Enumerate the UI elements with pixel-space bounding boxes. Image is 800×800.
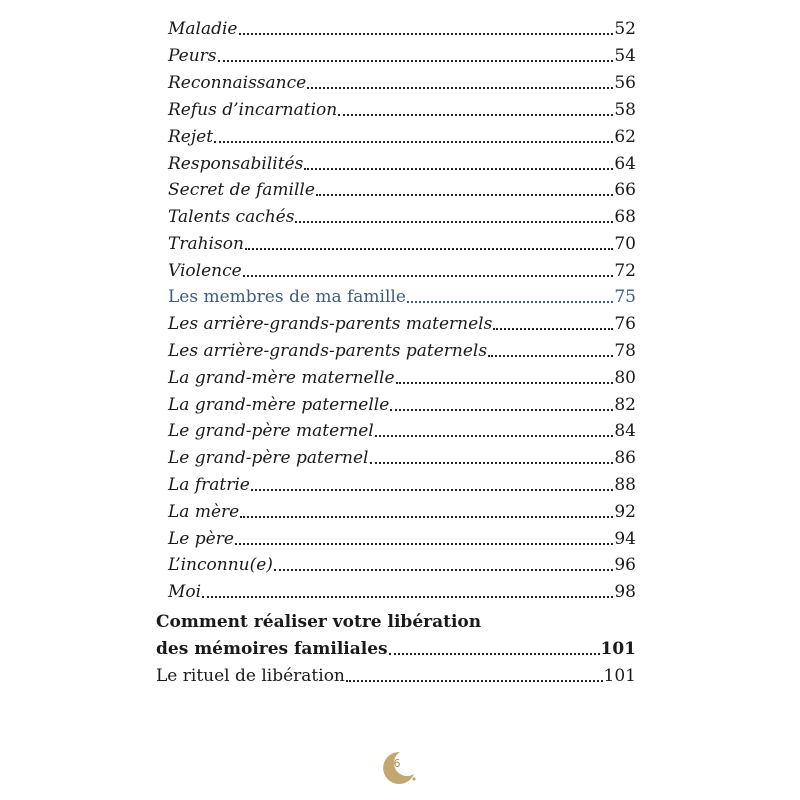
toc-entry-page: 64	[614, 154, 636, 174]
toc-entry-member	[168, 529, 636, 549]
dot-leader	[389, 653, 600, 655]
toc-entry-page: 96	[614, 555, 636, 575]
toc-chapter-page: 101	[600, 639, 636, 659]
toc-section-label: Les membres de ma famille	[168, 287, 406, 307]
toc-entry-page: 58	[614, 100, 636, 120]
toc-section-page: 75	[614, 287, 636, 307]
toc-entry-member	[168, 502, 636, 522]
toc-entry-page: 94	[614, 529, 636, 549]
toc-entry-page: 62	[614, 127, 636, 147]
toc-entry-page: 72	[614, 261, 636, 281]
dot-leader	[240, 516, 613, 518]
dot-leader	[493, 328, 613, 330]
toc-entry-label: Peurs	[168, 46, 217, 66]
toc-entry-page: 66	[614, 180, 636, 200]
toc-chapter-entry	[156, 639, 636, 659]
toc-entry-refus	[168, 100, 636, 120]
toc-entry-label: L’inconnu(e)	[168, 555, 273, 575]
toc-entry-member	[168, 314, 636, 334]
toc-entry-label: Le grand-père maternel	[168, 421, 374, 441]
toc-entry-member	[168, 368, 636, 388]
dot-leader	[251, 489, 614, 491]
dot-leader	[239, 33, 614, 35]
toc-entry-label: Maladie	[168, 19, 238, 39]
dot-leader	[245, 248, 613, 250]
toc-entry-label: Les arrière-grands-parents paternels	[168, 341, 488, 361]
toc-entry-page: 101	[603, 666, 636, 686]
toc-entry-label: La grand-mère paternelle	[168, 395, 390, 415]
toc-entry-label: Les arrière-grands-parents maternels	[168, 314, 493, 334]
dot-leader	[214, 141, 613, 143]
toc-entry-page: 88	[614, 475, 636, 495]
toc-entry-secret	[168, 180, 636, 200]
dot-leader	[488, 355, 613, 357]
dot-leader	[304, 168, 613, 170]
toc-entry-page: 54	[614, 46, 636, 66]
dot-leader	[407, 301, 613, 303]
toc-entry-page: 80	[614, 368, 636, 388]
toc-entry-label: La mère	[168, 502, 240, 522]
toc-entry-responsabilites	[168, 154, 636, 174]
toc-entry-page: 98	[614, 582, 636, 602]
toc-entry-member	[168, 448, 636, 468]
dot-leader	[307, 87, 613, 89]
dot-leader	[338, 114, 613, 116]
toc-entry-page: 92	[614, 502, 636, 522]
toc-entry-violence	[168, 261, 636, 281]
toc-entry-label: Le père	[168, 529, 234, 549]
toc-entry-page: 70	[614, 234, 636, 254]
toc-entry-page: 82	[614, 395, 636, 415]
toc-entry-label: Responsabilités	[168, 154, 304, 174]
toc-entry-page: 86	[614, 448, 636, 468]
toc-entry-label: La grand-mère maternelle	[168, 368, 395, 388]
toc-entry-label: Le rituel de libération	[156, 666, 345, 686]
toc-entry-rituel	[156, 666, 636, 686]
toc-entry-page: 68	[614, 207, 636, 227]
page-number: 6	[393, 757, 401, 770]
dot-leader	[396, 382, 614, 384]
toc-entry-member	[168, 555, 636, 575]
dot-leader	[243, 275, 614, 277]
toc-entry-member	[168, 475, 636, 495]
toc-entry-peurs	[168, 46, 636, 66]
toc-entry-label: Le grand-père paternel	[168, 448, 369, 468]
toc-entry-member	[168, 395, 636, 415]
toc-entry-rejet	[168, 127, 636, 147]
toc-entry-label: Violence	[168, 261, 242, 281]
toc-entry-member	[168, 341, 636, 361]
toc-entry-page: 84	[614, 421, 636, 441]
toc-entry-talents	[168, 207, 636, 227]
dot-leader	[274, 569, 613, 571]
toc-chapter-title-line2: des mémoires familiales	[156, 639, 388, 659]
toc-entry-label: La fratrie	[168, 475, 250, 495]
toc-entry-page: 52	[614, 19, 636, 39]
toc-entry-page: 76	[614, 314, 636, 334]
toc-entry-page: 78	[614, 341, 636, 361]
dot-leader	[235, 543, 613, 545]
dot-leader	[202, 596, 613, 598]
toc-section-membres	[168, 287, 636, 307]
toc-entry-label: Rejet	[168, 127, 214, 147]
toc-entry-label: Refus d’incarnation	[168, 100, 338, 120]
toc-entry-maladie	[168, 19, 636, 39]
toc-entry-reconnaissance	[168, 73, 636, 93]
dot-leader	[218, 60, 614, 62]
dot-leader	[295, 221, 613, 223]
toc-entry-label: Talents cachés	[168, 207, 295, 227]
toc-entry-label: Trahison	[168, 234, 244, 254]
toc-entry-label: Moi	[168, 582, 202, 602]
toc-entry-label: Reconnaissance	[168, 73, 307, 93]
toc-chapter-title-line1: Comment réaliser votre libération	[156, 612, 482, 632]
dot-leader	[375, 435, 614, 437]
toc-entry-trahison	[168, 234, 636, 254]
toc-entry-member	[168, 582, 636, 602]
toc-entry-label: Secret de famille	[168, 180, 315, 200]
dot-leader	[316, 194, 613, 196]
dot-leader	[370, 462, 614, 464]
dot-leader	[390, 409, 613, 411]
toc-entry-member	[168, 421, 636, 441]
toc-entry-page: 56	[614, 73, 636, 93]
dot-leader	[346, 680, 603, 682]
